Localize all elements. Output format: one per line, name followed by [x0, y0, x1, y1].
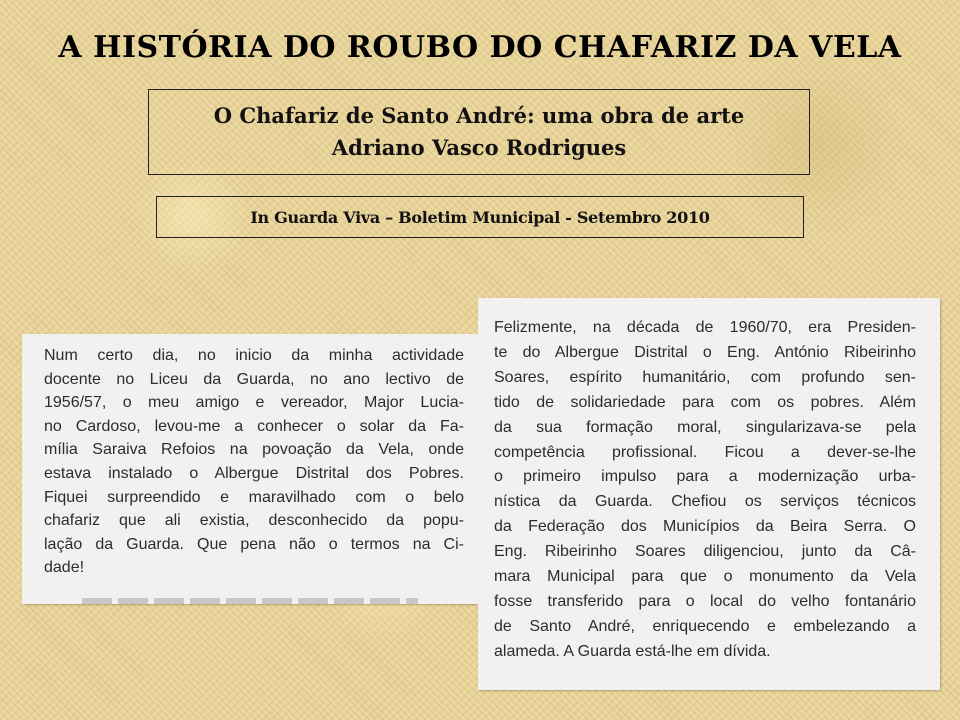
clipping-line: nística da Guarda. Chefiou os serviços técnicos [494, 493, 916, 511]
clipping-line: 1956/57, o meu amigo e vereador, Major Lucia- [44, 394, 464, 412]
clipping-line: mília Saraiva Refoios na povoação da Vela, onde [44, 441, 464, 459]
clipping-line: de Santo André, enriquecendo e embelezando a [494, 617, 916, 635]
clipping-line: Fiquei surpreendido e maravilhado com o belo [44, 488, 464, 506]
clipping-line: te do Albergue Distrital o Eng. António Ribeirinho [494, 343, 916, 361]
clipping-line: docente no Liceu da Guarda, no ano lectivo de [44, 370, 464, 388]
right-newspaper-clipping [478, 298, 940, 690]
article-heading-box [148, 89, 810, 175]
clipping-line: alameda. A Guarda está-lhe em dívida. [494, 642, 771, 660]
clipping-line: Eng. Ribeirinho Soares diligenciou, junto da Câ- [494, 543, 916, 561]
clipping-paragraph [494, 316, 916, 665]
clipping-line: mara Municipal para que o monumento da Vela [494, 568, 916, 586]
article-title: O Chafariz de Santo André: uma obra de arte [213, 103, 745, 128]
clipping-line: da sua formação moral, singularizava-se pela [494, 418, 916, 436]
clipping-line: lação da Guarda. Que pena não o termos na Ci- [44, 535, 464, 553]
cut-off-text-fragment [82, 598, 418, 604]
clipping-line: estava instalado o Albergue Distrital dos Pobres. [44, 464, 464, 482]
clipping-line: no Cardoso, levou-me a conhecer o solar da Fa- [44, 417, 464, 435]
page-title: A HISTÓRIA DO ROUBO DO CHAFARIZ DA VELA [58, 30, 902, 65]
clipping-line: competência profissional. Ficou a dever-se-lhe [494, 443, 916, 461]
clipping-line: fosse transferido para o local do velho fontanário [494, 592, 916, 610]
clipping-line: chafariz que ali existia, desconhecido da popu- [44, 512, 464, 530]
clipping-paragraph [44, 344, 464, 580]
left-newspaper-clipping [22, 334, 478, 604]
clipping-line: Soares, espírito humanitário, com profundo sen- [494, 368, 916, 386]
article-author: Adriano Vasco Rodrigues [331, 135, 627, 160]
clipping-line: Felizmente, na década de 1960/70, era Presiden- [494, 319, 916, 336]
clipping-line: tido de solidariedade para com os pobres. Além [494, 393, 916, 411]
clipping-line: dade! [44, 559, 85, 577]
clipping-line: o primeiro impulso para a modernização urba- [494, 468, 916, 486]
source-citation-box [156, 196, 804, 238]
clipping-line: da Federação dos Municípios da Beira Serra. O [494, 518, 916, 536]
clipping-line: Num certo dia, no inicio da minha actividade [44, 347, 464, 364]
source-citation: In Guarda Viva – Boletim Municipal - Setembro 2010 [250, 207, 710, 227]
